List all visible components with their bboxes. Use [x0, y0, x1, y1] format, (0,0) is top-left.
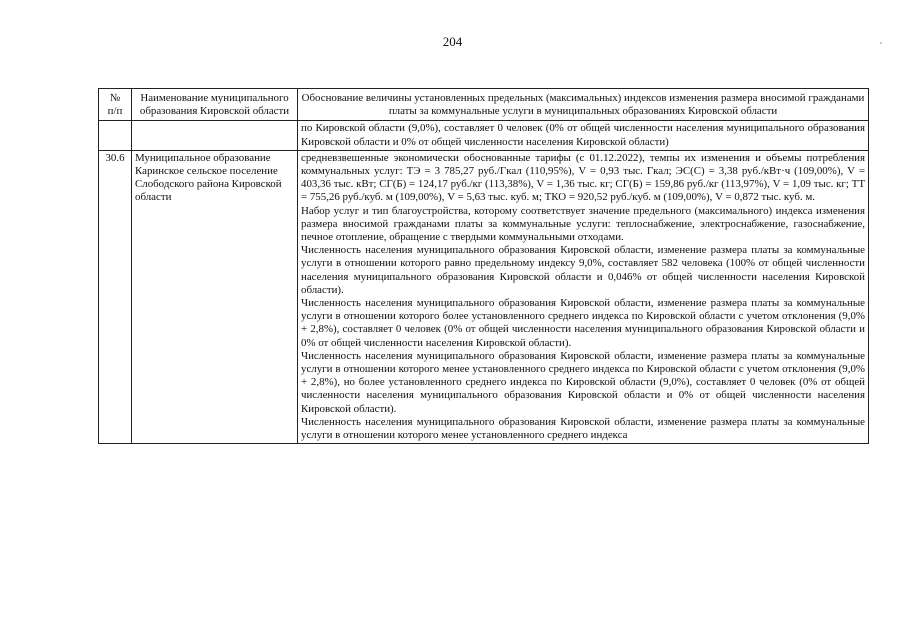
table-row: [99, 150, 869, 443]
header-name: Наименование муниципального образования Кировской области: [132, 89, 298, 121]
header-num: № п/п: [99, 89, 132, 121]
table-header-row: [99, 89, 869, 121]
document-table: [98, 88, 869, 444]
row-num: 30.6: [99, 150, 132, 443]
continuation-name-cell: [132, 121, 298, 150]
paragraph-population-equal: Численность населения муниципального образования Кировской области, изменение размера платы за коммунальные услуги в отношении которого равно предельному индексу 9,0%, составляет 582 человека (100% от общей численности населения муниципального образования Кировской области и 0,046% от общей численности населения Кировской области).: [301, 244, 865, 296]
paragraph-tariffs: средневзвешенные экономически обоснованные тарифы (с 01.12.2022), темпы их изменения и объемы потребления коммунальных услуг: ТЭ = 3 785,27 руб./Гкал (110,95%), V = 0,93 тыс. Гкал; ЭС(С) = 3,38 руб./кВт·ч (109,00%), V = 403,36 тыс. кВт; СГ(Б) = 124,17 руб./кг (113,38%), V = 1,36 тыс. кг; СГ(Б) = 159,86 руб./кг (113,97%), V = 1,09 тыс. кг; ТТ = 755,26 руб./куб. м (109,00%), V = 5,63 тыс. куб. м; ТКО = 920,52 руб./куб. м (109,00%), V = 0,872 тыс. куб. м.: [301, 151, 865, 204]
paragraph-population-above: Численность населения муниципального образования Кировской области, изменение размера платы за коммунальные услуги в отношении которого более установленного среднего индекса по Кировской области с учетом отклонения (9,0% + 2,8%), составляет 0 человек (0% от общей численности населения муниципального образования Кировской области и 0% от общей численности населения Кировской области).: [301, 297, 865, 349]
page-number: 204: [442, 34, 463, 49]
header-body: Обоснование величины установленных предельных (максимальных) индексов изменения размера вносимой гражданами платы за коммунальные услуги в муниципальных образованиях Кировской области: [298, 89, 869, 121]
row-body-cell: [298, 150, 869, 443]
row-municipality-name: Муниципальное образование Каринское сельское поселение Слободского района Кировской области: [132, 150, 298, 443]
continuation-body-cell: [298, 121, 869, 150]
continuation-row: [99, 121, 869, 150]
paragraph-population-between: Численность населения муниципального образования Кировской области, изменение размера платы за коммунальные услуги в отношении которого менее установленного среднего индекса по Кировской области с учетом отклонения (9,0% + 2,8%), но более установленного среднего индекса по Кировской области (9,0%), составляет 0 человек (0% от общей численности населения муниципального образования Кировской области и 0% от общей численности населения Кировской области).: [301, 349, 865, 415]
continuation-num-cell: [99, 121, 132, 150]
paragraph-service-set: Набор услуг и тип благоустройства, которому соответствует значение предельного (максимального) индекса изменения размера вносимой гражданами платы за коммунальные услуги: теплоснабжение, электроснабжение, газоснабжение, печное отопление, обращение с твердыми коммунальными отходами.: [301, 204, 865, 244]
continuation-text: по Кировской области (9,0%), составляет 0 человек (0% от общей численности населения муниципального образования Кировской области и 0% от общей численности населения Кировской области): [301, 122, 865, 148]
paragraph-population-below: Численность населения муниципального образования Кировской области, изменение размера платы за коммунальные услуги в отношении которого менее установленного среднего индекса: [301, 415, 865, 442]
scan-speck: [880, 42, 882, 44]
